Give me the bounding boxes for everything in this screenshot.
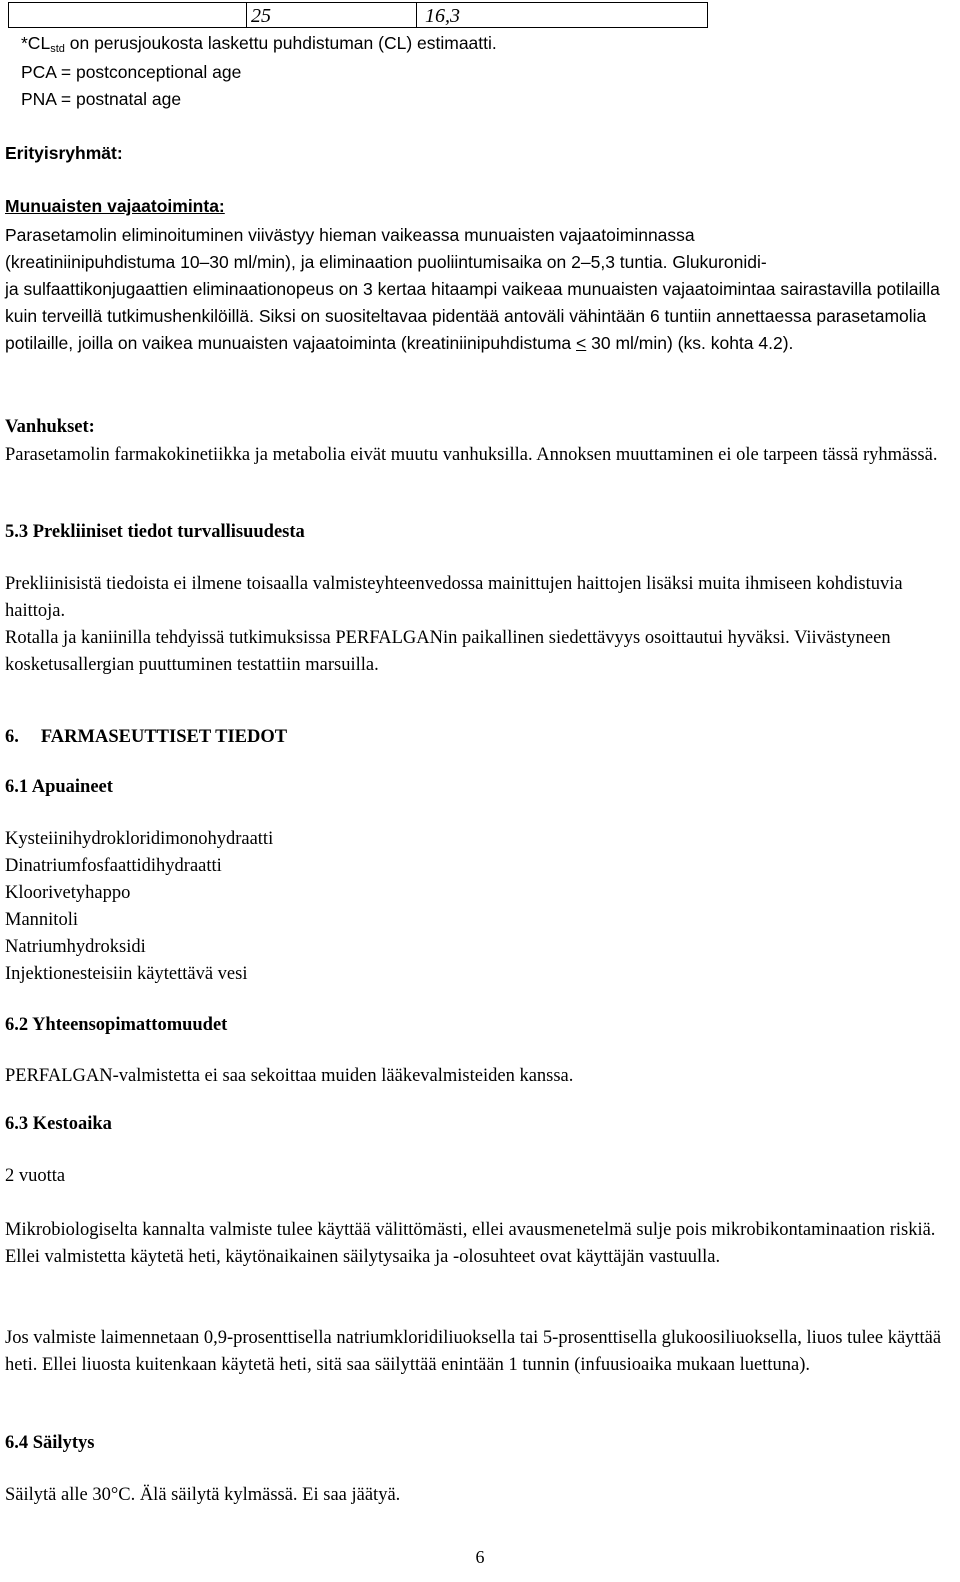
renal-heading: Munuaisten vajaatoiminta: xyxy=(5,196,225,216)
elderly-heading: Vanhukset: xyxy=(5,417,95,437)
footnote-cl: $*CL_{std}$ on perusjoukosta laskettu puhdistuman (CL) estimaatti. xyxy=(21,33,497,55)
section-5-3-p2: Rotalla ja kaniinilla tehdyissä tutkimuksissa PERFALGANin paikallinen siedettävyys osoittautui hyväksi. Viivästyneen kosketusallergian puuttuminen testattiin marsuilla. xyxy=(5,628,891,675)
list-item: Natriumhydroksidi xyxy=(5,937,146,957)
elderly-text: Parasetamolin farmakokinetiikka ja metabolia eivät muutu vanhuksilla. Annoksen muuttaminen ei ole tarpeen tässä ryhmässä. xyxy=(5,445,938,465)
section-6-2-text: PERFALGAN-valmistetta ei saa sekoittaa muiden lääkevalmisteiden kanssa. xyxy=(5,1066,574,1086)
section-6-heading: 6. FARMASEUTTISET TIEDOT xyxy=(5,727,288,747)
section-6-1-heading: 6.1 Apuaineet xyxy=(5,777,113,797)
section-6-3-heading: 6.3 Kestoaika xyxy=(5,1114,112,1134)
section-6-3-p2: Jos valmiste laimennetaan 0,9-prosenttisella natriumkloridiliuoksella tai 5-prosenttisella glukoosiliuoksella, liuos tulee käyttää heti. Ellei liuosta kuitenkaan käytetä heti, sitä saa säilyttää enintään 1 tunnin (infuusioaika mukaan luettuna). xyxy=(5,1328,942,1375)
section-6-4-heading: 6.4 Säilytys xyxy=(5,1433,95,1453)
renal-text: Parasetamolin eliminoituminen viivästyy hieman vaikeassa munuaisten vajaatoiminnassa (kreatiniinipuhdistuma 10–30 ml/min), ja eliminaation puoliintumisaika on 2–5,3 tuntia. Glukuronidi- ja sulfaattikonjugaattien eliminaationopeus on 3 kertaa hitaampi vaikeaa munuaisten vajaatoimintaa sairastavilla potilailla kuin terveillä tutkimushenkilöillä. Siksi on suositeltavaa pidentää antoväli vähintään 6 tuntiin annettaessa parasetamolia potilaille, joilla on vaikea munuaisten vajaatoiminta (kreatiniinipuhdistuma < 30 ml/min) (ks. kohta 4.2). xyxy=(5,225,940,353)
special-groups-heading: Erityisryhmät: xyxy=(5,143,123,163)
excipients-list xyxy=(5,826,955,988)
footnote-pna: PNA = postnatal age xyxy=(21,89,182,109)
results-table-row xyxy=(8,2,708,28)
section-6-4-text: Säilytä alle 30°C. Älä säilytä kylmässä. Ei saa jäätyä. xyxy=(5,1485,401,1505)
list-item: Dinatriumfosfaattidihydraatti xyxy=(5,856,222,876)
list-item: Kloorivetyhappo xyxy=(5,883,131,903)
table-cell-value: 16,3 xyxy=(425,5,460,27)
section-6-2-heading: 6.2 Yhteensopimattomuudet xyxy=(5,1015,228,1035)
footnote-pca: PCA = postconceptional age xyxy=(21,62,242,82)
section-5-3-heading: 5.3 Prekliiniset tiedot turvallisuudesta xyxy=(5,522,305,542)
table-cell-age: 25 xyxy=(247,3,417,27)
list-item: Kysteiinihydrokloridimonohydraatti xyxy=(5,829,274,849)
table-cell-empty xyxy=(9,3,247,27)
list-item: Injektionesteisiin käytettävä vesi xyxy=(5,964,248,984)
list-item: Mannitoli xyxy=(5,910,78,930)
section-6-3-p1: Mikrobiologiselta kannalta valmiste tulee käyttää välittömästi, ellei avausmenetelmä sulje pois mikrobikontaminaation riskiä. Ellei valmistetta käytetä heti, käytönaikainen säilytysaika ja -olosuhteet ovat käyttäjän vastuulla. xyxy=(5,1220,936,1267)
section-5-3-p1: Prekliinisistä tiedoista ei ilmene toisaalla valmisteyhteenvedossa mainittujen haittojen lisäksi muita ihmiseen kohdistuvia haittoja. xyxy=(5,574,903,621)
shelf-life-duration: 2 vuotta xyxy=(5,1166,66,1186)
page-number: 6 xyxy=(475,1547,485,1567)
